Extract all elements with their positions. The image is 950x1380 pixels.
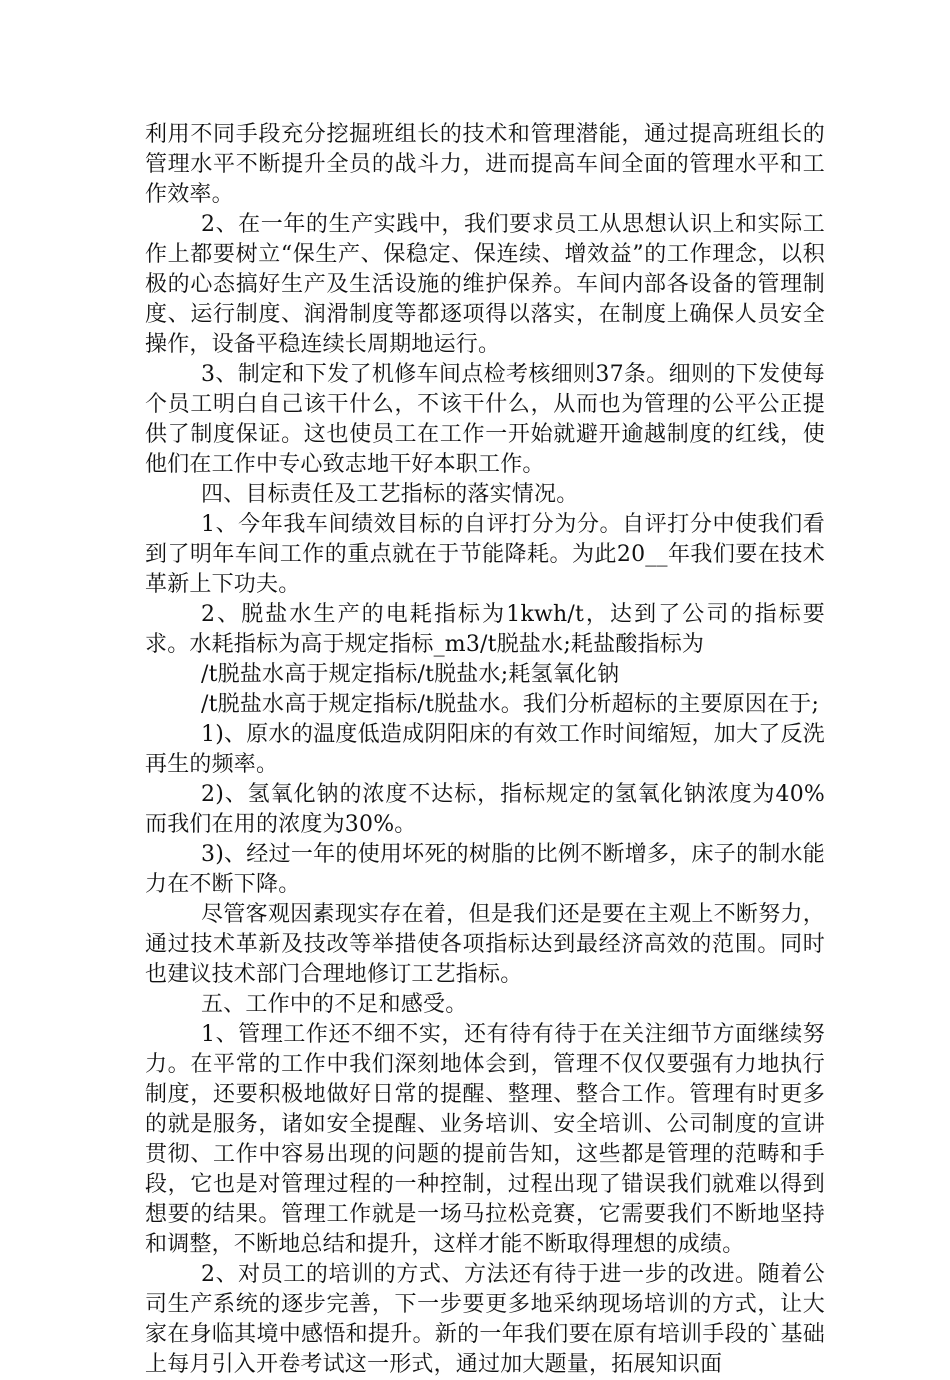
paragraph-reason-3: 3)、经过一年的使用坏死的树脂的比例不断增多，床子的制水能力在不断下降。 [145,842,825,897]
paragraph-training: 2、对员工的培训的方式、方法还有待于进一步的改进。随着公司生产系统的逐步完善，下一步要更多地采纳现场培训的方式，让大家在身临其境中感悟和提升。新的一年我们要在原有培训手段的`基础上每月引入开卷考试这一形式，通过加大题量，拓展知识面 [145,1262,825,1377]
document-body [145,120,825,1380]
paragraph-hcl-index: /t脱盐水高于规定指标/t脱盐水;耗氢氧化钠 [201,662,620,687]
paragraph-reason-2: 2)、氢氧化钠的浓度不达标，指标规定的氢氧化钠浓度为40%而我们在用的浓度为30%。 [145,782,825,837]
paragraph-effort: 尽管客观因素现实存在着，但是我们还是要在主观上不断努力，通过技术革新及技改等举措使各项指标达到最经济高效的范围。同时也建议技术部门合理地修订工艺指标。 [145,902,825,987]
paragraph-item-2: 2、在一年的生产实践中，我们要求员工从思想认识上和实际工作上都要树立“保生产、保稳定、保连续、增效益”的工作理念，以积极的心态搞好生产及生活设施的维护保养。车间内部各设备的管理制度、运行制度、润滑制度等都逐项得以落实，在制度上确保人员安全操作，设备平稳连续长周期地运行。 [145,212,825,357]
section-heading-4: 四、目标责任及工艺指标的落实情况。 [201,482,579,507]
paragraph-performance: 1、今年我车间绩效目标的自评打分为分。自评打分中使我们看到了明年车间工作的重点就在于节能降耗。为此20__年我们要在技术革新上下功夫。 [145,512,825,597]
paragraph-item-3: 3、制定和下发了机修车间点检考核细则37条。细则的下发使每个员工明白自己该干什么，不该干什么，从而也为管理的公平公正提供了制度保证。这也使员工在工作一开始就避开逾越制度的红线，使他们在工作中专心致志地干好本职工作。 [145,362,825,477]
paragraph-naoh-index: /t脱盐水高于规定指标/t脱盐水。我们分析超标的主要原因在于; [201,692,820,717]
paragraph-energy-index: 2、脱盐水生产的电耗指标为1kwh/t，达到了公司的指标要求。水耗指标为高于规定指标_m3/t脱盐水;耗盐酸指标为 [145,602,825,657]
paragraph-reason-1: 1)、原水的温度低造成阴阳床的有效工作时间缩短，加大了反洗再生的频率。 [145,722,825,777]
paragraph-continued: 利用不同手段充分挖掘班组长的技术和管理潜能，通过提高班组长的管理水平不断提升全员的战斗力，进而提高车间全面的管理水平和工作效率。 [145,122,825,207]
paragraph-management: 1、管理工作还不细不实，还有待有待于在关注细节方面继续努力。在平常的工作中我们深刻地体会到，管理不仅仅要强有力地执行制度，还要积极地做好日常的提醒、整理、整合工作。管理有时更多的就是服务，诸如安全提醒、业务培训、安全培训、公司制度的宣讲贯彻、工作中容易出现的问题的提前告知，这些都是管理的范畴和手段，它也是对管理过程的一种控制，过程出现了错误我们就难以得到想要的结果。管理工作就是一场马拉松竞赛，它需要我们不断地坚持和调整，不断地总结和提升，这样才能不断取得理想的成绩。 [145,1022,825,1257]
section-heading-5: 五、工作中的不足和感受。 [201,992,468,1017]
